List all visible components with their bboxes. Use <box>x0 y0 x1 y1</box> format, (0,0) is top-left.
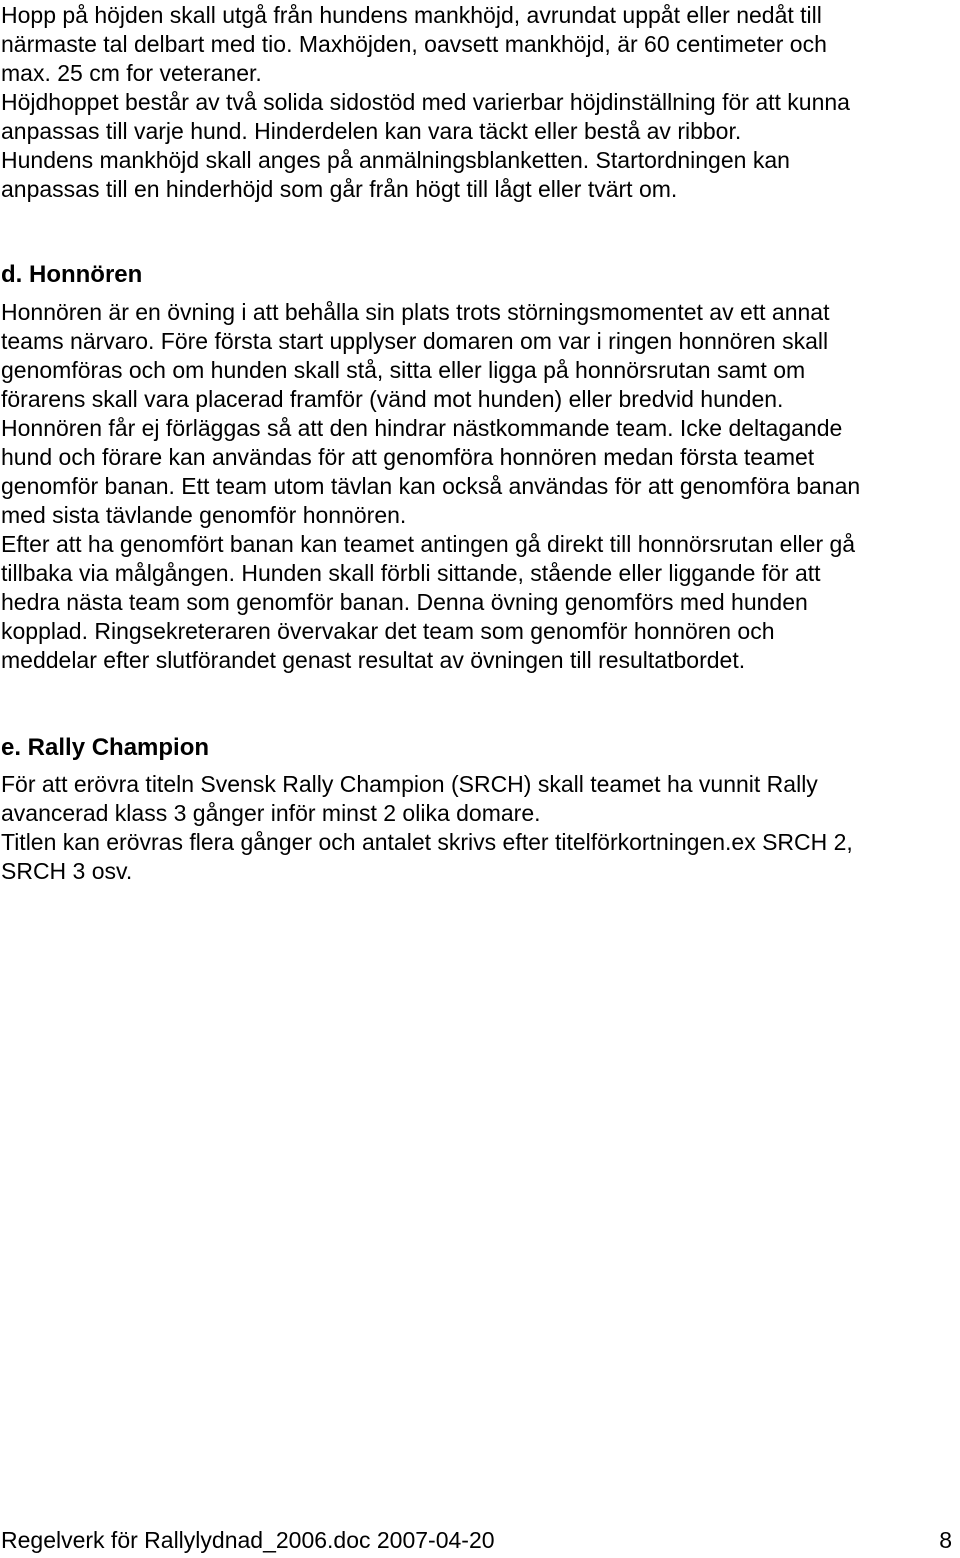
text-line: med sista tävlande genomför honnören. <box>1 502 407 528</box>
text-line: avancerad klass 3 gånger inför minst 2 olika domare. <box>1 800 541 826</box>
text-line: Honnören får ej förläggas så att den hindrar nästkommande team. Icke deltagande <box>1 415 843 441</box>
text-line: Efter att ha genomfört banan kan teamet antingen gå direkt till honnörsrutan eller gå <box>1 531 856 557</box>
text-line: Honnören är en övning i att behålla sin plats trots störningsmomentet av ett annat <box>1 299 830 325</box>
footer-document-name: Regelverk för Rallylydnad_2006.doc 2007-04-20 <box>1 1527 495 1553</box>
text-line: Hopp på höjden skall utgå från hundens mankhöjd, avrundat uppåt eller nedåt till <box>1 2 822 28</box>
text-line: Titlen kan erövras flera gånger och antalet skrivs efter titelförkortningen.ex SRCH 2, <box>1 829 853 855</box>
text-line: SRCH 3 osv. <box>1 858 133 884</box>
text-line: Hundens mankhöjd skall anges på anmälningsblanketten. Startordningen kan <box>1 147 790 173</box>
text-line: anpassas till varje hund. Hinderdelen kan vara täckt eller bestå av ribbor. <box>1 118 742 144</box>
text-line: meddelar efter slutförandet genast resultat av övningen till resultatbordet. <box>1 647 746 673</box>
text-line: anpassas till en hinderhöjd som går från högt till lågt eller tvärt om. <box>1 176 678 202</box>
text-line: tillbaka via målgången. Hunden skall förbli sittande, stående eller liggande för att <box>1 560 821 586</box>
text-line: genomföras och om hunden skall stå, sitta eller ligga på honnörsrutan samt om <box>1 357 806 383</box>
footer-page-number: 8 <box>939 1527 952 1553</box>
text-line: förarens skall vara placerad framför (vänd mot hunden) eller bredvid hunden. <box>1 386 784 412</box>
text-line: hedra nästa team som genomför banan. Denna övning genomförs med hunden <box>1 589 808 615</box>
text-line: max. 25 cm for veteraner. <box>1 60 262 86</box>
text-line: Höjdhoppet består av två solida sidostöd med varierbar höjdinställning för att kunna <box>1 89 850 115</box>
section-e-heading: e. Rally Champion <box>1 734 210 761</box>
text-line: kopplad. Ringsekreteraren övervakar det team som genomför honnören och <box>1 618 775 644</box>
text-line: närmaste tal delbart med tio. Maxhöjden, oavsett mankhöjd, är 60 centimeter och <box>1 31 827 57</box>
text-line: För att erövra titeln Svensk Rally Champion (SRCH) skall teamet ha vunnit Rally <box>1 771 818 797</box>
section-d-heading: d. Honnören <box>1 261 143 288</box>
text-line: genomför banan. Ett team utom tävlan kan också användas för att genomföra banan <box>1 473 861 499</box>
text-line: hund och förare kan användas för att genomföra honnören medan första teamet <box>1 444 815 470</box>
text-line: teams närvaro. Före första start upplyser domaren om var i ringen honnören skall <box>1 328 829 354</box>
